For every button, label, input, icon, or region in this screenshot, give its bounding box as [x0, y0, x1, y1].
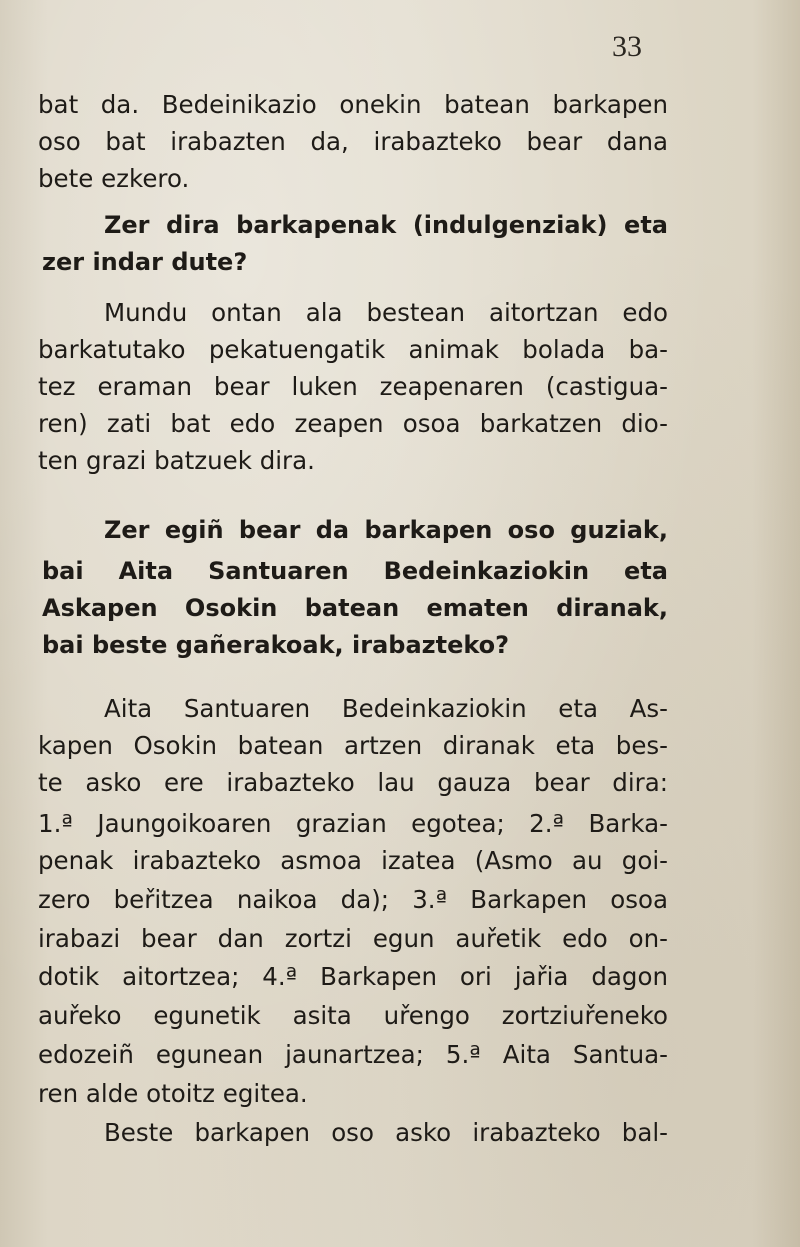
paragraph-line: edozeiñ egunean jaunartzea; 5.ª Aita Santua- — [38, 1040, 668, 1069]
question-heading-2-cont — [42, 590, 668, 627]
question-heading-2 — [104, 512, 668, 549]
paragraph-line: ren) zati bat edo zeapen osoa barkatzen dio- — [38, 409, 668, 438]
heading-line: bai Aita Santuaren Bedeinkaziokin eta — [42, 557, 668, 585]
paragraph-line: kapen Osokin batean artzen diranak eta bes- — [38, 731, 668, 760]
paragraph-line: Aita Santuaren Bedeinkaziokin eta As- — [104, 694, 668, 723]
paragraph-line: 1.ª Jaungoikoaren grazian egotea; 2.ª Barka- — [38, 809, 668, 838]
question-heading-2-cont — [42, 627, 668, 664]
question-heading-2-cont — [42, 553, 668, 590]
page-number: 33 — [612, 30, 642, 63]
heading-line: bai beste gañerakoak, irabazteko? — [42, 631, 510, 659]
paragraph-line: auřeko egunetik asita uřengo zortziuřeneko — [38, 1001, 668, 1030]
paragraph-line: bat da. Bedeinikazio onekin batean barkapen — [38, 90, 668, 119]
paragraph-line: oso bat irabazten da, irabazteko bear dana — [38, 127, 668, 156]
question-heading-1-cont — [42, 244, 668, 281]
paragraph-line: irabazi bear dan zortzi egun auřetik edo on- — [38, 924, 668, 953]
paragraph-line: tez eraman bear luken zeapenaren (castigua- — [38, 372, 668, 401]
paragraph-line: Mundu ontan ala bestean aitortzan edo — [104, 298, 668, 327]
paragraph-line: bete ezkero. — [38, 164, 190, 193]
question-heading-1 — [104, 207, 668, 244]
paragraph-line: barkatutako pekatuengatik animak bolada ba- — [38, 335, 668, 364]
paragraph-line: te asko ere irabazteko lau gauza bear dira: — [38, 768, 668, 797]
paragraph-line: Beste barkapen oso asko irabazteko bal- — [104, 1118, 668, 1147]
heading-line: Zer egiñ bear da barkapen oso guziak, — [104, 516, 668, 544]
paragraph-line: ren alde otoitz egitea. — [38, 1079, 308, 1108]
paragraph-line: ten grazi batzuek dira. — [38, 446, 315, 475]
heading-line: Zer dira barkapenak (indulgenziak) eta — [104, 211, 668, 239]
paragraph-line: zero beřitzea naikoa da); 3.ª Barkapen osoa — [38, 885, 668, 914]
heading-line: zer indar dute? — [42, 248, 248, 276]
paragraph-line: dotik aitortzea; 4.ª Barkapen ori jařia dagon — [38, 962, 668, 991]
heading-line: Askapen Osokin batean ematen diranak, — [42, 594, 668, 622]
paragraph-line: penak irabazteko asmoa izatea (Asmo au goi- — [38, 846, 668, 875]
